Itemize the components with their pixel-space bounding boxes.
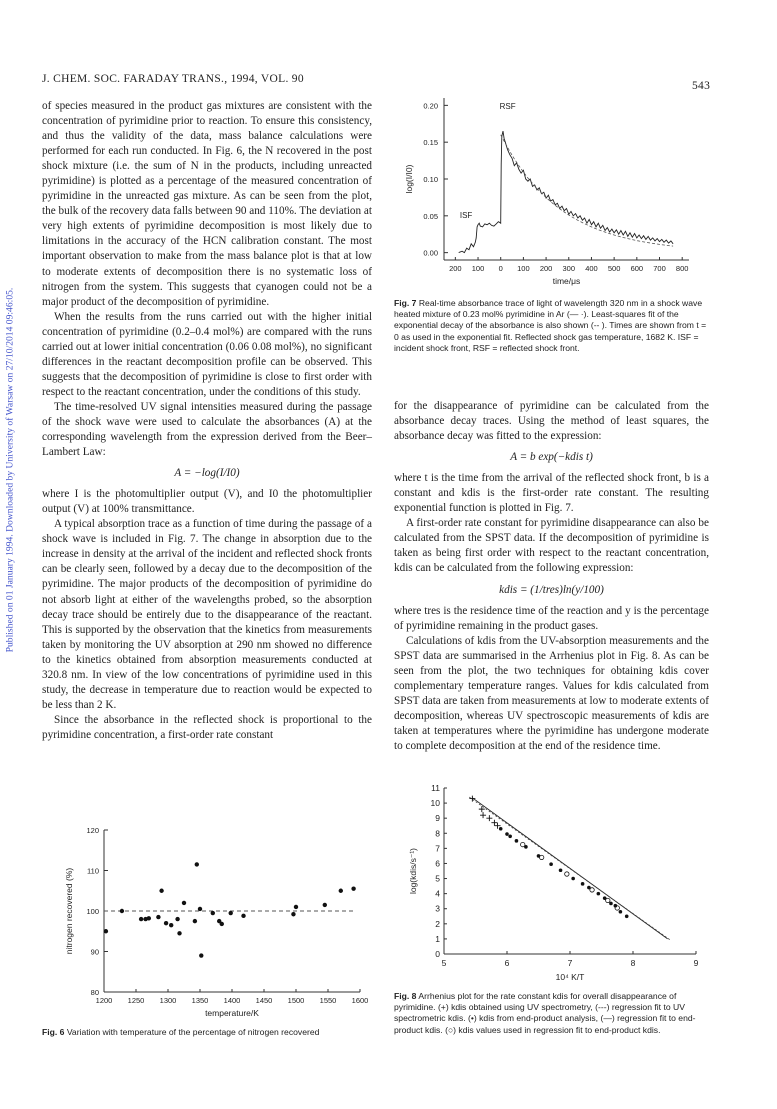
paragraph: The time-resolved UV signal intensities measured during the passage of the shock wave were used to calculate the absorbances (A) at the corresponding wavelength from the expression derived from the Beer–Lambert Law: bbox=[42, 400, 372, 459]
end-product-data-point bbox=[499, 827, 503, 831]
end-product-data-point bbox=[505, 832, 509, 836]
y-tick-label: 0.15 bbox=[423, 138, 438, 148]
data-point bbox=[220, 922, 224, 926]
data-point bbox=[182, 901, 186, 905]
data-point bbox=[323, 903, 327, 907]
paragraph: When the results from the runs carried out with the higher initial concentration of pyrimidine (0.2–0.4 mol%) are compared with the runs carried out at lower initial concentration (0.06 0.08 mol%), no significant differences in the reactant decomposition profile can be observed. This suggests that the decomposition of pyrimidine is close to first order with respect to the reactant concentration, under the conditions of this study. bbox=[42, 310, 372, 398]
data-point bbox=[193, 919, 197, 923]
right-column bbox=[394, 399, 709, 754]
x-tick-label: 1200 bbox=[95, 996, 113, 1005]
uv-data-point bbox=[491, 820, 497, 826]
y-tick-label: 0.10 bbox=[423, 175, 438, 184]
paragraph: Calculations of kdis from the UV-absorption measurements and the SPST data are summarised in the Arrhenius plot in Fig. 8. As can be seen from the plot, the two techniques for obtaining kdis cover complementary temperature ranges. Values for kdis calculated from SPST data are taken from measurements at low to moderate extents of decomposition, whereas UV spectroscopic measurements of kdis are taken at temperatures where the pyrimidine has undergone moderate to complete decomposition at the end of the residence time. bbox=[394, 634, 709, 752]
y-tick-label: 7 bbox=[435, 843, 440, 854]
regression-data-point bbox=[539, 855, 543, 859]
fig6-chart bbox=[42, 820, 372, 1025]
data-point bbox=[169, 923, 173, 927]
y-tick-label: 5 bbox=[435, 873, 440, 884]
data-point bbox=[198, 907, 202, 911]
y-tick-label: 4 bbox=[435, 888, 440, 899]
fig8-label: Fig. 8 bbox=[394, 991, 417, 1001]
regression-data-point bbox=[521, 842, 525, 846]
regression-data-point bbox=[565, 872, 569, 876]
end-product-data-point bbox=[559, 868, 563, 872]
rsf-annotation: RSF bbox=[499, 102, 516, 112]
fig8-caption-text: Arrhenius plot for the rate constant kdis for overall disappearance of pyrimidine. (+) kdis obtained using UV spectrometry, (---) regression fit to UV spectrometric kdis. (•) kdis from end-product analysis, (—) regression fit to end-product kdis. (○) kdis values used in regression fit to end-product kdis. bbox=[394, 991, 696, 1035]
end-product-data-point bbox=[508, 834, 512, 838]
y-tick-label: 0 bbox=[435, 949, 440, 959]
data-point bbox=[241, 914, 245, 918]
data-point bbox=[156, 915, 160, 919]
paragraph: where I is the photomultiplier output (V), and I0 the photomultiplier output (V) at 100% transmittance. bbox=[42, 488, 372, 516]
data-point bbox=[120, 909, 124, 913]
fig7-caption-text: Real-time absorbance trace of light of wavelength 320 nm in a shock wave heated mixture of 0.23 mol% pyrimidine in Ar (— ·). Least-squares fit of the exponential decay of the absorbance is also shown (-- ). Times are shown from t = 0 as used in the exponential fit. Reflected shock gas temperature, 1682 K. ISF = incident shock front, RSF = reflected shock front. bbox=[394, 298, 707, 353]
fig7-caption bbox=[394, 298, 709, 354]
page-number: 543 bbox=[692, 80, 711, 92]
paragraph: where tres is the residence time of the reaction and y is the percentage of pyrimidine remaining in the product gases. bbox=[394, 604, 709, 632]
y-axis-label: log(I/I0) bbox=[404, 164, 414, 194]
download-notice: Published on 01 January 1994. Downloaded by University of Warsaw on 27/10/2014 09:46:05. bbox=[4, 287, 16, 653]
x-tick-label: 6 bbox=[504, 958, 510, 968]
paragraph: where t is the time from the arrival of the reflected shock front, b is a constant and kdis is the first-order rate constant. The resulting exponential function is plotted in Fig. 7. bbox=[394, 472, 709, 515]
equation: A = −log(I/I0) bbox=[174, 467, 240, 480]
fig6-label: Fig. 6 bbox=[42, 1027, 65, 1037]
fig7-chart bbox=[394, 90, 709, 295]
x-axis-label: 10⁴ K/T bbox=[555, 972, 585, 982]
regression-data-point bbox=[590, 888, 594, 892]
data-point bbox=[177, 931, 181, 935]
data-point bbox=[195, 862, 199, 866]
x-axis-label: temperature/K bbox=[205, 1008, 259, 1018]
data-point bbox=[294, 905, 298, 909]
uv-data-point bbox=[469, 796, 475, 802]
x-tick-label: 5 bbox=[441, 958, 447, 968]
x-tick-label: 7 bbox=[567, 958, 573, 968]
y-axis-label: nitrogen recovered (%) bbox=[64, 867, 74, 955]
y-tick-label: 11 bbox=[431, 783, 440, 793]
x-tick-label: 8 bbox=[630, 958, 636, 968]
x-tick-label: 700 bbox=[653, 264, 666, 273]
uv-data-point bbox=[486, 815, 492, 821]
fig7-label: Fig. 7 bbox=[394, 298, 417, 308]
end-product-data-point bbox=[549, 862, 553, 866]
x-tick-label: 500 bbox=[607, 264, 621, 273]
x-tick-label: 1600 bbox=[351, 996, 369, 1005]
paragraph: A first-order rate constant for pyrimidine disappearance can also be calculated from the SPST data. If the decomposition of pyrimidine is taken as being first order with respect to the reactant concentration, kdis can be calculated from the following expression: bbox=[394, 517, 709, 575]
y-axis-label: log(kdis/s⁻¹) bbox=[408, 847, 418, 895]
data-point bbox=[291, 912, 295, 916]
x-tick-label: 1550 bbox=[319, 996, 337, 1005]
exponential-fit bbox=[501, 135, 673, 246]
y-tick-label: 80 bbox=[90, 988, 99, 997]
y-tick-label: 9 bbox=[435, 813, 440, 824]
y-tick-label: 90 bbox=[90, 947, 99, 957]
y-tick-label: 6 bbox=[435, 858, 440, 869]
data-point bbox=[164, 921, 168, 925]
data-point bbox=[199, 953, 203, 957]
x-tick-label: 1350 bbox=[191, 996, 209, 1005]
y-tick-label: 110 bbox=[87, 866, 99, 876]
y-tick-label: 2 bbox=[435, 918, 440, 929]
y-tick-label: 0.05 bbox=[423, 211, 438, 221]
regression-data-point bbox=[615, 906, 619, 910]
y-tick-label: 120 bbox=[86, 826, 99, 835]
x-tick-label: 600 bbox=[630, 264, 644, 273]
x-tick-label: 200 bbox=[449, 264, 462, 273]
fig8-chart bbox=[394, 782, 714, 990]
equation: A = b exp(−kdis t) bbox=[510, 451, 593, 464]
data-point bbox=[147, 916, 151, 920]
data-point bbox=[211, 911, 215, 915]
data-point bbox=[351, 887, 355, 891]
fig6-caption-text: Variation with temperature of the percentage of nitrogen recovered bbox=[66, 1027, 320, 1037]
x-tick-label: 9 bbox=[693, 958, 699, 968]
paragraph: of species measured in the product gas mixtures are consistent with the concentration of pyrimidine prior to reaction. To ensure this consistency, and thus the validity of the data, mass balance calculations were performed for each run conducted. In Fig. 6, the N recovered in the post shock mixture (i.e. the sum of N in the products, including unreacted pyrimidine) is plotted as a percentage of the measured concentration of pyrimidine in the unreacted gas mixture. As can be seen from the plot, the bulk of the recovery data falls between 90 and 110%. The deviation at very high extents of pyrimidine decomposition is most likely due to limitations in the accuracy of the HCN calibration constant. The most important observation to make from the mass balance plot is that at low to moderate extents of decomposition there is no systematic loss of nitrogen from the system. This suggests that cyanogen could not be a major product of the decomposition of pyrimidine. bbox=[42, 100, 372, 308]
x-tick-label: 1450 bbox=[255, 996, 273, 1005]
paragraph: A typical absorption trace as a function of time during the passage of a shock wave is included in Fig. 7. The change in absorption due to the increase in density at the arrival of the incident and reflected shock fronts can be clearly seen, followed by a decay due to the decomposition of the pyrimidine. The major products of the decomposition of pyrimidine do not absorb light at either of the wavelengths probed, so the absorption decay trace should be entirely due to the disappearance of the reactant. This is supported by the observation that the kinetics from measurements taken by monitoring the UV absorption at 290 nm showed no difference to the kinetics obtained from absorption measurements conducted at 320.8 nm. In view of the low concentrations of pyrimidine used in this study, the decrease in temperature due to reaction would be expected to be less than 2 K. bbox=[42, 518, 372, 711]
x-tick-label: 300 bbox=[562, 264, 576, 273]
x-tick-label: 0 bbox=[498, 264, 503, 273]
x-tick-label: 100 bbox=[517, 264, 530, 273]
data-point bbox=[139, 917, 143, 921]
x-tick-label: 400 bbox=[585, 264, 598, 273]
regression-fit-end-product bbox=[472, 798, 667, 939]
end-product-data-point bbox=[571, 877, 575, 881]
equation: kdis = (1/tres)ln(y/100) bbox=[499, 583, 604, 596]
end-product-data-point bbox=[619, 910, 623, 914]
paragraph: for the disappearance of pyrimidine can be calculated from the absorbance decay traces. Using the method of least squares, the absorbance decay was fitted to the expression: bbox=[394, 400, 709, 443]
x-tick-label: 200 bbox=[539, 264, 553, 273]
uv-data-point bbox=[480, 812, 486, 818]
y-tick-label: 10 bbox=[430, 798, 440, 809]
end-product-data-point bbox=[581, 882, 585, 886]
data-point bbox=[159, 889, 163, 893]
end-product-data-point bbox=[625, 914, 629, 918]
regression-data-point bbox=[606, 898, 610, 902]
journal-header: J. CHEM. SOC. FARADAY TRANS., 1994, VOL. 90 bbox=[42, 73, 304, 85]
absorbance-trace bbox=[459, 131, 673, 253]
data-point bbox=[229, 911, 233, 915]
data-point bbox=[104, 929, 108, 933]
end-product-data-point bbox=[597, 892, 601, 896]
fig6-caption bbox=[42, 1027, 372, 1038]
y-tick-label: 0.00 bbox=[423, 248, 438, 258]
y-tick-label: 0.20 bbox=[423, 101, 438, 111]
x-tick-label: 1300 bbox=[159, 996, 177, 1005]
y-tick-label: 8 bbox=[435, 828, 440, 839]
x-tick-label: 1400 bbox=[223, 996, 241, 1005]
fig8-caption bbox=[394, 991, 709, 1036]
y-tick-label: 1 bbox=[435, 933, 440, 944]
end-product-data-point bbox=[515, 839, 519, 843]
x-tick-label: 800 bbox=[675, 264, 689, 273]
x-axis-label: time/μs bbox=[552, 276, 581, 286]
x-tick-label: 1500 bbox=[287, 996, 305, 1005]
y-tick-label: 3 bbox=[435, 903, 440, 914]
paragraph: Since the absorbance in the reflected shock is proportional to the pyrimidine concentration, a first-order rate constant bbox=[42, 713, 372, 741]
y-tick-label: 100 bbox=[86, 907, 99, 916]
isf-annotation: ISF bbox=[459, 211, 473, 221]
data-point bbox=[175, 917, 179, 921]
x-tick-label: 1250 bbox=[127, 996, 145, 1005]
left-column bbox=[42, 99, 372, 743]
data-point bbox=[339, 889, 343, 893]
x-tick-label: 100 bbox=[471, 264, 485, 273]
